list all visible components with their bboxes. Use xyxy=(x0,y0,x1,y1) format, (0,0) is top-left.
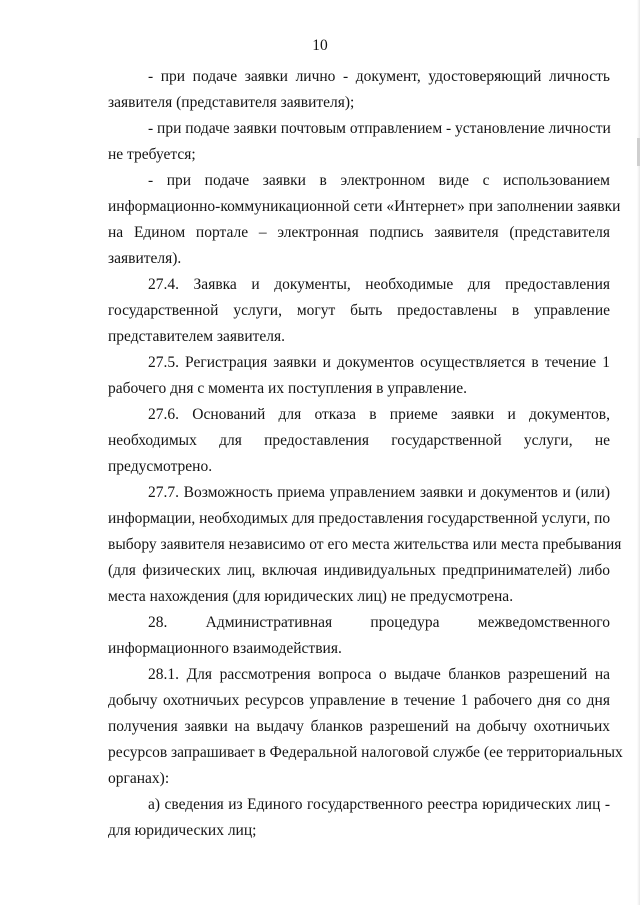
text-line: предусмотрено. xyxy=(108,458,213,475)
text-line: органах): xyxy=(108,770,170,787)
paragraph-electronic xyxy=(108,168,621,272)
text-line: 27.6. Оснований для отказа в приеме заявки и документов, xyxy=(148,406,610,423)
text-line: представителем заявителя. xyxy=(108,328,286,345)
paragraph-27-7 xyxy=(108,480,622,610)
text-line: на Едином портале – электронная подпись заявителя (представителя xyxy=(108,224,610,241)
paragraph-id-document-personal xyxy=(108,64,610,116)
paragraph-postal xyxy=(108,116,610,168)
text-line: - при подаче заявки лично - документ, удостоверяющий личность xyxy=(148,68,610,85)
text-line: рабочего дня с момента их поступления в управление. xyxy=(108,380,468,397)
text-line: информации, необходимых для предоставления государственной услуги, по xyxy=(108,510,611,527)
text-line: 27.7. Возможность приема управлением заявки и документов и (или) xyxy=(148,484,610,501)
text-line: заявителя (представителя заявителя); xyxy=(108,94,355,111)
text-line: необходимых для предоставления государственной услуги, не xyxy=(108,432,610,449)
text-line: места нахождения (для юридических лиц) не предусмотрена. xyxy=(108,588,514,605)
paragraph-27-4 xyxy=(108,272,610,350)
text-line: - при подаче заявки почтовым отправлением - установление личности xyxy=(148,120,611,137)
text-line: 27.4. Заявка и документы, необходимые для предоставления xyxy=(148,276,610,293)
text-line: получения заявки на выдачу бланков разрешений на добычу охотничьих xyxy=(108,718,610,735)
text-line: государственной услуги, могут быть предоставлены в управление xyxy=(108,302,610,319)
text-line: а) сведения из Единого государственного реестра юридических лиц - xyxy=(148,796,610,813)
page-number: 10 xyxy=(312,37,328,54)
text-line: - при подаче заявки в электронном виде с использованием xyxy=(148,172,610,189)
text-line: 28. Административная процедура межведомственного xyxy=(148,614,610,631)
text-line: заявителя). xyxy=(108,250,182,267)
text-line: информационного взаимодействия. xyxy=(108,640,342,657)
text-line: ресурсов запрашивает в Федеральной налоговой службе (ее территориальных xyxy=(108,744,623,761)
text-line: 28.1. Для рассмотрения вопроса о выдаче бланков разрешений на xyxy=(148,666,610,683)
text-line: добычу охотничьих ресурсов управление в течение 1 рабочего дня со дня xyxy=(108,692,610,709)
text-line: (для физических лиц, включая индивидуальных предпринимателей) либо xyxy=(108,562,610,579)
document-body xyxy=(108,64,623,844)
paragraph-27-5 xyxy=(108,350,610,402)
paragraph-28-heading xyxy=(108,610,610,662)
text-line: выбору заявителя независимо от его места жительства или места пребывания xyxy=(108,536,622,553)
paragraph-27-6 xyxy=(108,402,610,480)
text-line: 27.5. Регистрация заявки и документов осуществляется в течение 1 xyxy=(148,354,610,371)
text-line: не требуется; xyxy=(108,146,196,163)
text-line: для юридических лиц; xyxy=(108,822,257,839)
paragraph-a xyxy=(108,792,610,844)
text-line: информационно-коммуникационной сети «Интернет» при заполнении заявки xyxy=(108,198,621,215)
paragraph-28-1 xyxy=(108,662,623,792)
